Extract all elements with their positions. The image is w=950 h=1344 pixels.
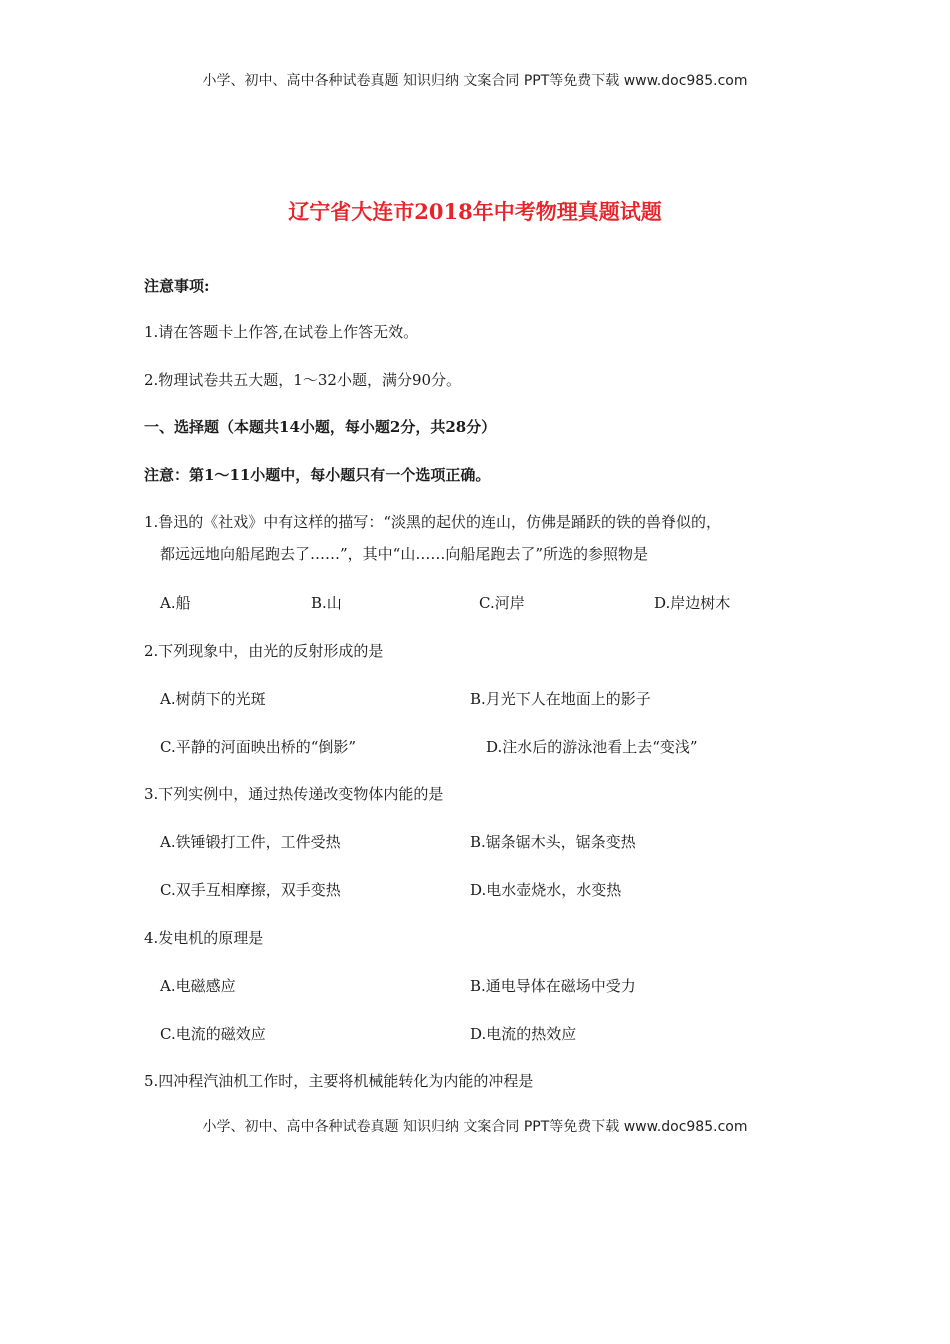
question-2-option-c: C.平静的河面映出桥的“倒影” xyxy=(160,738,357,756)
question-1-stem-line2: 都远远地向船尾跑去了……”，其中“山……向船尾跑去了”所选的参照物是 xyxy=(160,545,649,563)
notice-heading: 注意事项: xyxy=(144,277,210,295)
question-1-option-a: A.船 xyxy=(160,594,191,612)
question-1-stem-line1: 1.鲁迅的《社戏》中有这样的描写：“淡黑的起伏的连山，仿佛是踊跃的铁的兽脊似的， xyxy=(144,513,721,531)
question-4-option-a: A.电磁感应 xyxy=(160,977,236,995)
question-4-stem: 4.发电机的原理是 xyxy=(144,929,264,947)
question-4-option-c: C.电流的磁效应 xyxy=(160,1025,266,1043)
notice-item-2: 2.物理试卷共五大题，1～32小题，满分90分。 xyxy=(144,371,462,389)
question-1-option-c: C.河岸 xyxy=(479,594,525,612)
question-2-option-d: D.注水后的游泳池看上去“变浅” xyxy=(486,738,698,756)
question-2-option-b: B.月光下人在地面上的影子 xyxy=(470,690,651,708)
section-note: 注意：第1～11小题中，每小题只有一个选项正确。 xyxy=(144,466,491,484)
section-heading: 一、选择题（本题共14小题，每小题2分，共28分） xyxy=(144,418,497,436)
page-header-watermark: 小学、初中、高中各种试卷真题 知识归纳 文案合同 PPT等免费下载 www.doc985.com xyxy=(202,73,748,89)
question-3-option-c: C.双手互相摩擦，双手变热 xyxy=(160,881,341,899)
question-3-option-d: D.电水壶烧水，水变热 xyxy=(470,881,622,899)
notice-item-1: 1.请在答题卡上作答,在试卷上作答无效。 xyxy=(144,323,419,341)
question-3-option-b: B.锯条锯木头，锯条变热 xyxy=(470,833,636,851)
question-1-option-b: B.山 xyxy=(311,594,342,612)
question-3-stem: 3.下列实例中，通过热传递改变物体内能的是 xyxy=(144,785,444,803)
document-title: 辽宁省大连市2018年中考物理真题试题 xyxy=(288,199,662,224)
page-footer-watermark: 小学、初中、高中各种试卷真题 知识归纳 文案合同 PPT等免费下载 www.doc985.com xyxy=(202,1119,748,1135)
question-3-option-a: A.铁锤锻打工件，工件受热 xyxy=(160,833,341,851)
question-5-stem: 5.四冲程汽油机工作时，主要将机械能转化为内能的冲程是 xyxy=(144,1072,534,1090)
question-2-option-a: A.树荫下的光斑 xyxy=(160,690,266,708)
question-4-option-b: B.通电导体在磁场中受力 xyxy=(470,977,636,995)
question-4-option-d: D.电流的热效应 xyxy=(470,1025,577,1043)
question-1-option-d: D.岸边树木 xyxy=(654,594,731,612)
question-2-stem: 2.下列现象中，由光的反射形成的是 xyxy=(144,642,384,660)
